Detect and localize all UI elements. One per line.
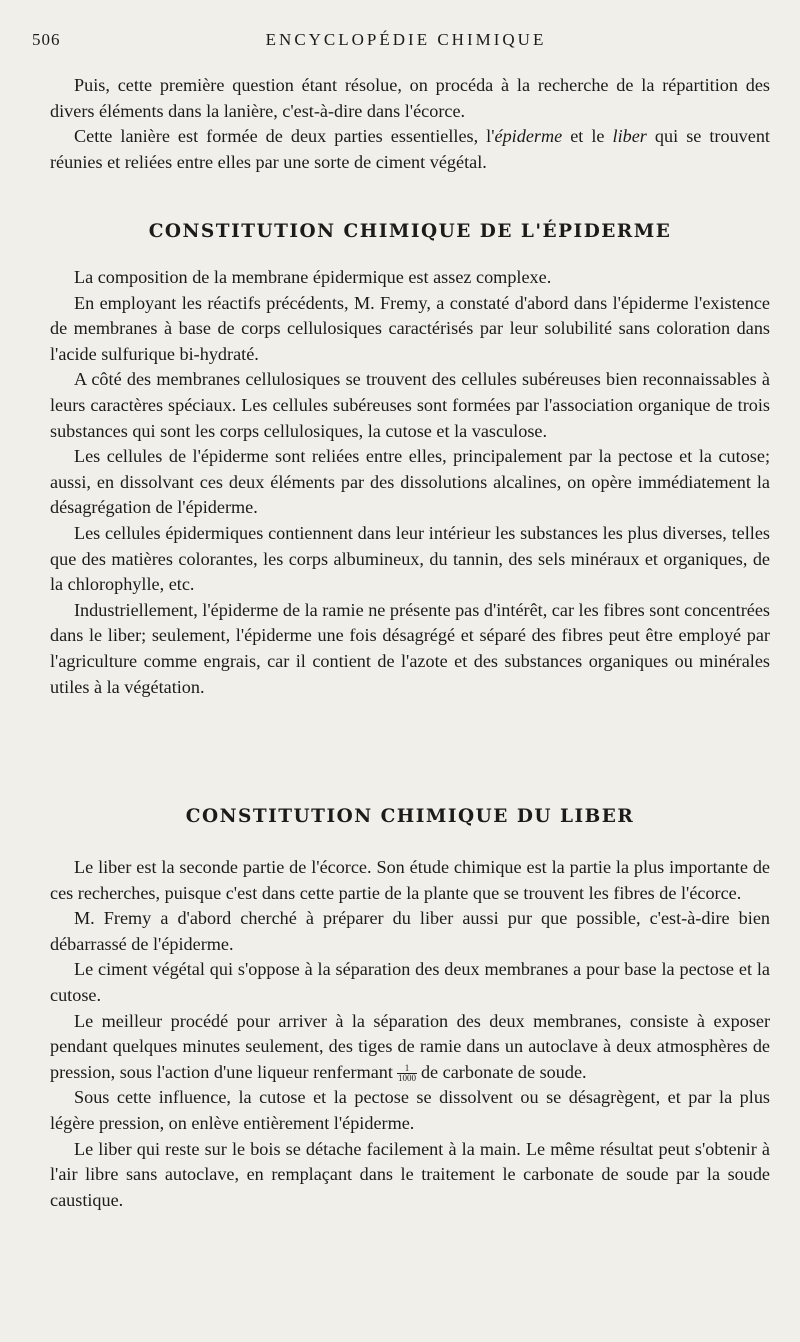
paragraph: La composition de la membrane épidermique est assez complexe. [74,267,552,287]
page-header [32,30,780,56]
text-run: qui se trouvent réunies et reliées entre elles par une sorte de ciment végétal. [50,126,770,172]
intro-text [50,73,770,175]
intro-paragraph-2 [50,124,770,175]
page-number: 506 [32,30,61,49]
term-epiderme: épiderme [494,126,563,147]
paragraph: Le ciment végétal qui s'oppose à la séparation des deux membranes a pour base la pectose et la cutose. [50,959,770,1005]
fraction [397,1064,417,1083]
paragraph: Sous cette influence, la cutose et la pectose se dissolvent ou se désagrègent, et par la plus légère pression, on enlève entièrement l'épiderme. [50,1087,770,1133]
fraction-numerator: 1 [397,1064,417,1074]
text-run: Le meilleur procédé pour arriver à la séparation des deux membranes, consiste à exposer pendant quelques minutes seulement, des tiges de ramie dans un autoclave à deux atmosphères de pression, sous l'action d'une liqueur renfermant [50,1010,770,1082]
section-heading-liber: CONSTITUTION CHIMIQUE DU LIBER [185,806,635,827]
paragraph: Les cellules de l'épiderme sont reliées entre elles, principalement par la pectose et la cutose; aussi, en dissolvant ces deux éléments par des dissolutions alcalines, on opère immédiatement la désagrégation de l'épiderme. [50,446,770,518]
section-heading-epiderme: CONSTITUTION CHIMIQUE DE L'ÉPIDERME [148,221,672,242]
section-epiderme-text [50,265,770,700]
paragraph: Le liber est la seconde partie de l'écorce. Son étude chimique est la partie la plus importante de ces recherches, puisque c'est dans cette partie de la plante que se trouvent les fibres de l'écorce. [50,857,770,903]
paragraph: A côté des membranes cellulosiques se trouvent des cellules subéreuses bien reconnaissables à leurs caractères spéciaux. Les cellules subéreuses sont formées par l'association organique de trois substances qui sont les corps cellulosiques, la cutose et la vasculose. [50,369,770,441]
text-run: de carbonate de soude. [420,1061,587,1082]
text-run: Cette lanière est formée de deux parties essentielles, l' [74,126,495,147]
paragraph: Les cellules épidermiques contiennent dans leur intérieur les substances les plus diverses, telles que des matières colorantes, les corps albumineux, du tannin, des sels minéraux et organiques, de la chlorophylle, etc. [50,522,770,595]
fraction-denominator: 1000 [397,1073,416,1084]
text-run: et le [562,126,613,147]
paragraph-with-fraction [50,1009,770,1086]
paragraph: Le liber qui reste sur le bois se détache facilement à la main. Le même résultat peut s'obtenir à l'air libre sans autoclave, en remplaçant dans le traitement le carbonate de soude par la soude caustique. [50,1138,770,1210]
term-liber: liber [612,126,647,147]
intro-paragraph: Puis, cette première question étant résolue, on procéda à la recherche de la répartition des divers éléments dans la lanière, c'est-à-dire dans l'écorce. [50,75,770,121]
paragraph: Industriellement, l'épiderme de la ramie ne présente pas d'intérêt, car les fibres sont concentrées dans le liber; seulement, l'épiderme une fois désagrégé et séparé des fibres peut être employé par l'agriculture comme engrais, car il contient de l'azote et des substances organiques ou minérales utiles à la végétation. [50,599,770,697]
paragraph: M. Fremy a d'abord cherché à préparer du liber aussi pur que possible, c'est-à-dire bien débarrassé de l'épiderme. [50,908,770,954]
section-liber-text [50,855,770,1213]
paragraph: En employant les réactifs précédents, M. Fremy, a constaté d'abord dans l'épiderme l'existence de membranes à base de corps cellulosiques caractérisés par leur solubilité sans coloration dans l'acide sulfurique bi-hydraté. [50,292,770,364]
running-title: ENCYCLOPÉDIE CHIMIQUE [265,30,547,49]
